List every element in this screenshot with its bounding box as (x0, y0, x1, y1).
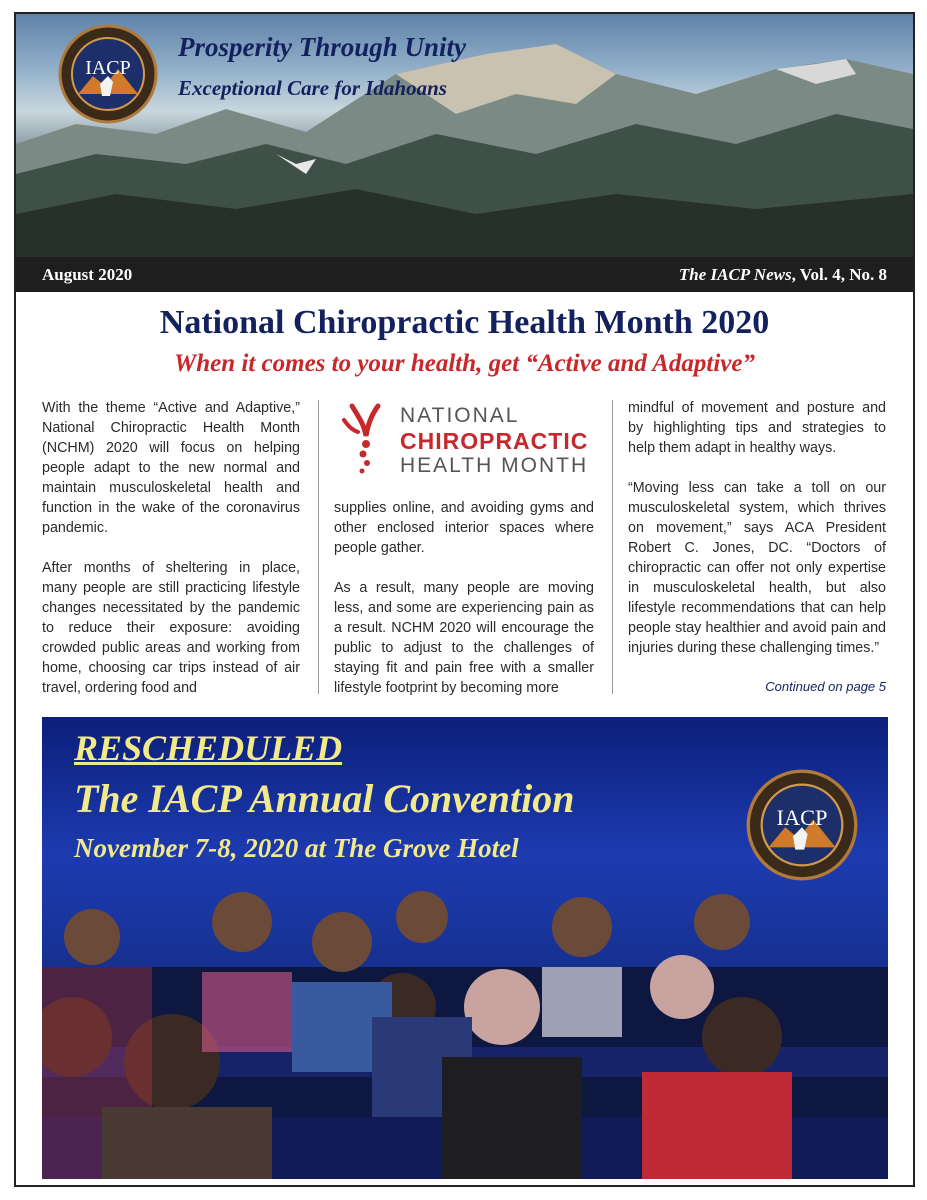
paragraph: After months of sheltering in place, many people are still practicing lifestyle changes necessitated by the pandemic to reduce their exposure: avoiding crowded public areas and working from home, choosing car trips instead of air travel, ordering food and (42, 560, 300, 696)
convention-promo (42, 717, 888, 1179)
column-divider (612, 400, 613, 694)
motto-line-1: Prosperity Through Unity (178, 32, 467, 62)
publication-name: The IACP News (678, 265, 792, 284)
header-banner (16, 14, 913, 257)
continued-link[interactable]: Continued on page 5 (765, 679, 886, 694)
article-column-1 (42, 398, 300, 718)
article-column-3 (628, 398, 886, 678)
volume-number: , Vol. 4, No. 8 (791, 265, 887, 284)
issue-info (679, 265, 887, 285)
newsletter-page (14, 12, 915, 1187)
convention-title: The IACP Annual Convention (74, 776, 575, 821)
paragraph: supplies online, and avoiding gyms and other enclosed interior spaces where people gather. (334, 500, 594, 556)
convention-date-venue: November 7-8, 2020 at The Grove Hotel (74, 833, 519, 863)
article-column-2 (334, 498, 594, 718)
nchm-line-1: NATIONAL (400, 404, 520, 427)
logo-letters: IACP (776, 805, 828, 830)
article-subtitle: When it comes to your health, get “Active and Adaptive” (174, 350, 755, 377)
paragraph: As a result, many people are moving less, and some are experiencing pain as a result. NCHM 2020 will encourage the public to adjust to the challenges of staying fit and pain free with a smaller lifestyle footprint by becoming more (334, 580, 594, 696)
paragraph: “Moving less can take a toll on our musculoskeletal system, which thrives on movement,” says ACA President Robert C. Jones, DC. “Doctors of chiropractic can offer not only expertise in musculoskeletal health, but also lifestyle recommendations that can help people stay healthier and avoid pain and injuries during these challenging times.” (628, 480, 886, 656)
column-divider (318, 400, 319, 694)
spine-figure-icon (338, 402, 388, 476)
nchm-line-3: HEALTH MONTH (400, 454, 589, 477)
iacp-logo (58, 24, 158, 124)
rescheduled-label: RESCHEDULED (74, 728, 343, 768)
nchm-line-2: CHIROPRACTIC (400, 428, 589, 454)
paragraph: mindful of movement and posture and by highlighting tips and strategies to help them adapt in healthy ways. (628, 400, 886, 456)
iacp-logo (746, 769, 858, 881)
motto-line-2: Exceptional Care for Idahoans (178, 76, 447, 100)
issue-date: August 2020 (42, 265, 133, 284)
logo-letters: IACP (85, 57, 131, 79)
article-title: National Chiropractic Health Month 2020 (159, 304, 770, 341)
paragraph: With the theme “Active and Adaptive,” National Chiropractic Health Month (NCHM) 2020 will focus on helping people adapt to the new normal and maintain musculoskeletal health and function in the wake of the coronavirus pandemic. (42, 400, 300, 536)
nchm-logo (338, 402, 596, 476)
dateline-bar (16, 257, 913, 292)
